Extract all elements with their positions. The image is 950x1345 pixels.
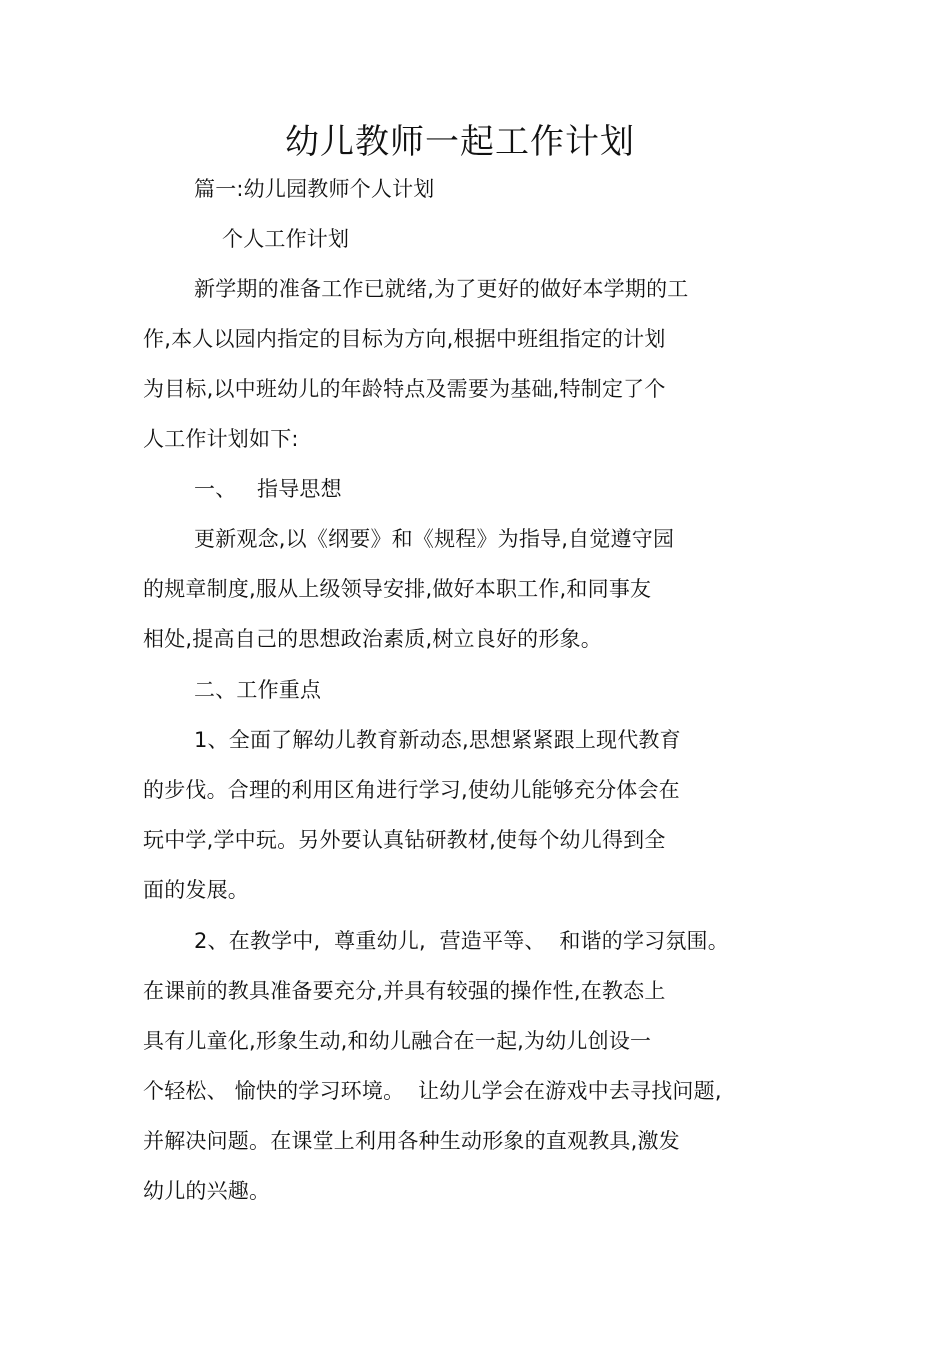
point2-line: 2、在教学中, 尊重幼儿, 营造平等、 和谐的学习氛围。 — [194, 929, 729, 953]
section-heading-work-focus: 二、工作重点 — [194, 678, 322, 702]
intro-line: 为目标,以中班幼儿的年龄特点及需要为基础,特制定了个 — [143, 377, 666, 401]
point2-line: 并解决问题。在课堂上利用各种生动形象的直观教具,激发 — [143, 1129, 680, 1153]
point2-line: 个轻松、 愉快的学习环境。 让幼儿学会在游戏中去寻找问题, — [143, 1079, 722, 1103]
intro-line: 人工作计划如下: — [143, 427, 299, 451]
document-title: 幼儿教师一起工作计划 — [285, 122, 635, 162]
section1-line: 的规章制度,服从上级领导安排,做好本职工作,和同事友 — [143, 577, 652, 601]
point1-line: 的步伐。合理的利用区角进行学习,使幼儿能够充分体会在 — [143, 778, 680, 802]
point2-line: 具有儿童化,形象生动,和幼儿融合在一起,为幼儿创设一 — [143, 1029, 652, 1053]
plan-heading: 个人工作计划 — [222, 227, 350, 251]
point2-line: 在课前的教具准备要充分,并具有较强的操作性,在教态上 — [143, 979, 666, 1003]
point1-line: 面的发展。 — [143, 878, 249, 902]
intro-line: 作,本人以园内指定的目标为方向,根据中班组指定的计划 — [143, 327, 666, 351]
point1-line: 1、全面了解幼儿教育新动态,思想紧紧跟上现代教育 — [194, 728, 681, 752]
section1-line: 更新观念,以《纲要》和《规程》为指导,自觉遵守园 — [194, 527, 675, 551]
section-heading-guiding-ideology: 一、 指导思想 — [194, 477, 342, 501]
document-subtitle: 篇一:幼儿园教师个人计划 — [194, 177, 435, 201]
intro-line: 新学期的准备工作已就绪,为了更好的做好本学期的工 — [194, 277, 689, 301]
point1-line: 玩中学,学中玩。另外要认真钻研教材,使每个幼儿得到全 — [143, 828, 666, 852]
section1-line: 相处,提高自己的思想政治素质,树立良好的形象。 — [143, 627, 602, 651]
point2-line: 幼儿的兴趣。 — [143, 1179, 271, 1203]
